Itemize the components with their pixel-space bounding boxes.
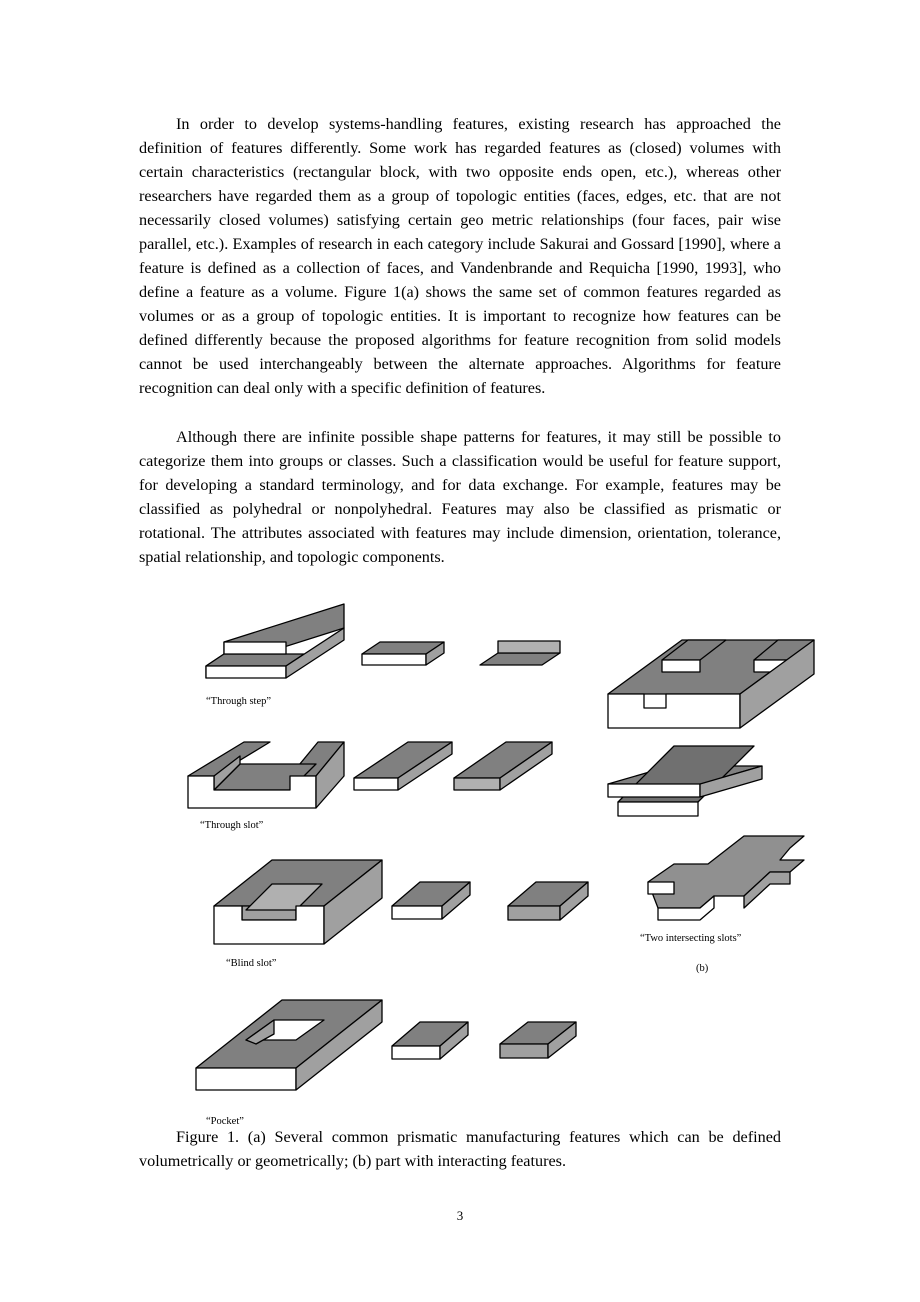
label-part-b: (b) (696, 963, 709, 974)
label-blind-slot: “Blind slot” (226, 958, 277, 969)
pocket-block (196, 1000, 382, 1090)
body-paragraph-1: In order to develop systems-handling features, existing research has approached the definition of features differently. Some work has regarded features as (closed) volumes with certain characteristics (rectangular block, with two opposite ends open, etc.), whereas other researchers have regarded them as a group of topologic entities (faces, edges, etc. that are not necessarily closed volumes) satisfying certain geo metric relationships (four faces, pair wise parallel, etc.). Examples of research in each category include Sakurai and Gossard [1990], where a feature is defined as a collection of faces, and Vandenbrande and Requicha [1990, 1993], who define a feature as a volume. Figure 1(a) shows the same set of common features regarded as volumes or as a group of topologic entities. It is important to recognize how features can be defined differently because the proposed algorithms for feature recognition from solid models cannot be used interchangeably between the alternate approaches. Algorithms for feature recognition can deal only with a specific definition of features. (139, 115, 781, 397)
through-slot-block (188, 742, 344, 808)
figure-1 (180, 598, 820, 1128)
through-step-volume (362, 642, 444, 665)
label-through-slot: “Through slot” (200, 820, 264, 831)
page-number: 3 (456, 1208, 464, 1223)
through-slot-faces (454, 742, 552, 790)
through-step-block (206, 604, 344, 678)
label-two-intersecting-slots: “Two intersecting slots” (640, 933, 742, 944)
part-b-faces (648, 836, 804, 920)
label-through-step: “Through step” (206, 696, 272, 707)
through-step-faces (480, 641, 560, 665)
part-b-block (608, 640, 814, 728)
figure-caption: Figure 1. (a) Several common prismatic manufacturing features which can be defined volumetrically or geometrically; (b) part with interacting features. (139, 1128, 781, 1170)
blind-slot-block (214, 860, 382, 944)
pocket-volume (392, 1022, 468, 1059)
part-b-volumes (608, 746, 762, 816)
through-slot-volume (354, 742, 452, 790)
blind-slot-faces (508, 882, 588, 920)
body-paragraph-2: Although there are infinite possible shape patterns for features, it may still be possible to categorize them into groups or classes. Such a classification would be useful for feature support, for developing a standard terminology, and for data exchange. For example, features may be classified as polyhedral or nonpolyhedral. Features may also be classified as prismatic or rotational. The attributes associated with features may include dimension, orientation, tolerance, spatial relationship, and topologic components. (139, 428, 781, 566)
label-pocket: “Pocket” (206, 1116, 244, 1127)
blind-slot-volume (392, 882, 470, 919)
pocket-faces (500, 1022, 576, 1058)
